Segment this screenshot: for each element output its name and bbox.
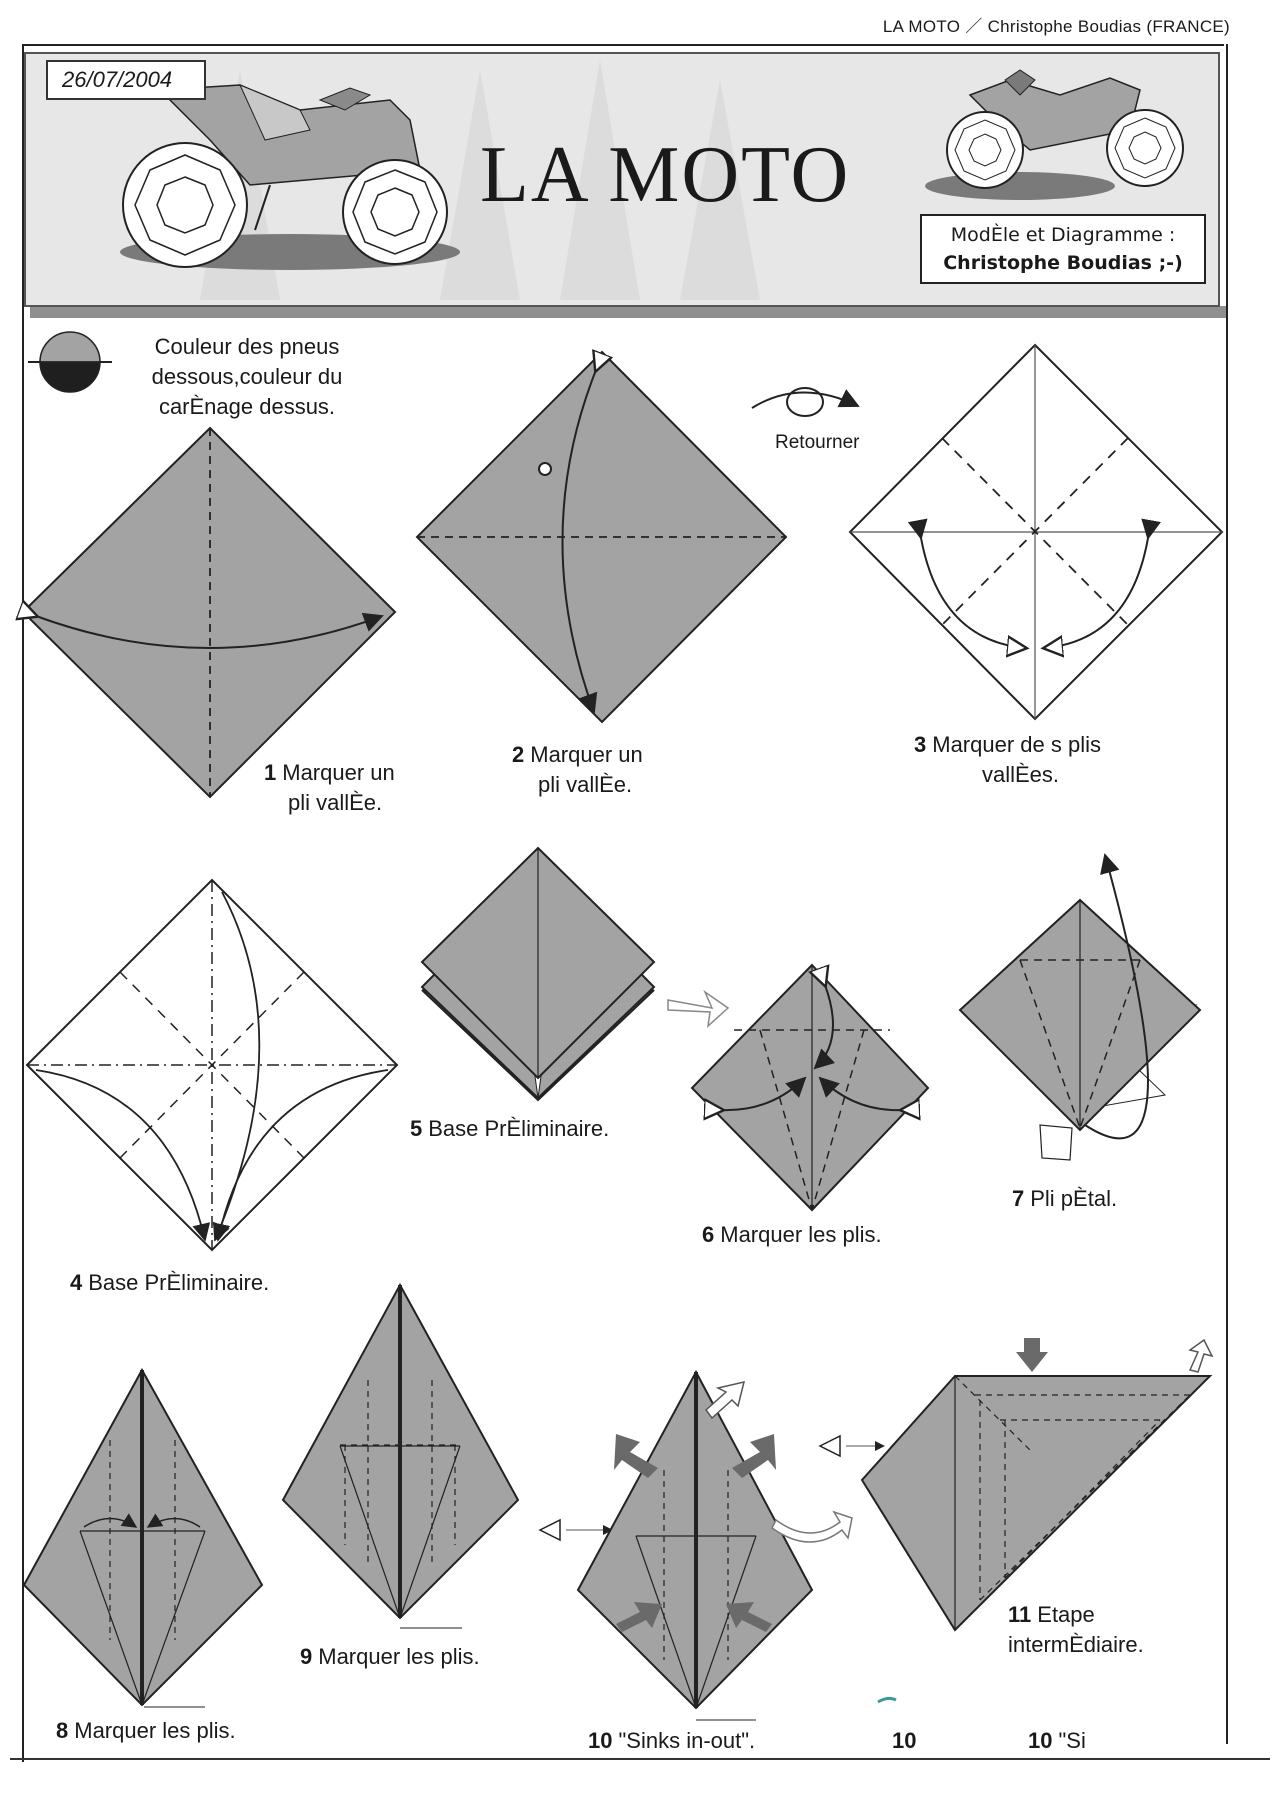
date-box: 26/07/2004 — [46, 60, 206, 100]
step-10-caption: 10 "Sinks in-out". — [588, 1728, 756, 1753]
step-2-diagram — [417, 352, 786, 722]
hand-icon — [1040, 1125, 1072, 1160]
bottom-fragment-a: 10 — [892, 1728, 917, 1753]
step-6-diagram — [692, 965, 928, 1210]
motorcycle-illustration-right — [925, 70, 1183, 200]
step-10-diagram — [578, 1372, 812, 1720]
eye-icon-step-10 — [540, 1520, 612, 1540]
motorcycle-illustration-left — [120, 85, 460, 270]
step-8-caption: 8 Marquer les plis. — [56, 1718, 236, 1743]
step-1-diagram — [23, 428, 395, 797]
color-legend-icon — [28, 332, 112, 392]
step-1-caption: 1 Marquer un pli vallÈe. — [264, 760, 395, 815]
step-3-diagram — [850, 345, 1222, 719]
running-title: LA MOTO ／ Christophe Boudias (FRANCE) — [882, 17, 1230, 36]
step-9-diagram — [283, 1285, 518, 1628]
push-arrow-icon — [1016, 1338, 1048, 1372]
page-title: LA MOTO — [480, 131, 851, 219]
step-6-caption: 6 Marquer les plis. — [702, 1222, 882, 1247]
turn-over-icon — [752, 388, 858, 416]
step-8-diagram — [24, 1370, 262, 1707]
eye-icon-step-11 — [820, 1436, 884, 1456]
turn-over-label: Retourner — [775, 432, 860, 453]
credit-line-1: ModÈle et Diagramme : — [950, 224, 1176, 246]
step-7-caption: 7 Pli pÈtal. — [1012, 1186, 1118, 1211]
step-4-diagram — [27, 880, 397, 1250]
step-5-diagram — [422, 848, 654, 1100]
pull-arrow-icon — [1190, 1340, 1212, 1372]
step-5-caption: 5 Base PrÈliminaire. — [410, 1116, 610, 1141]
step-7-diagram — [960, 855, 1200, 1160]
step-11-diagram — [862, 1338, 1212, 1630]
step-9-caption: 9 Marquer les plis. — [300, 1644, 480, 1669]
step-3-caption: 3 Marquer de s plis vallÈes. — [914, 732, 1101, 787]
bottom-fragment-b: 10 "Si — [1028, 1728, 1086, 1753]
step-11-caption: 11 Etape intermÈdiaire. — [1008, 1602, 1144, 1657]
step-4-caption: 4 Base PrÈliminaire. — [70, 1270, 270, 1295]
next-step-arrow-icon — [668, 992, 728, 1026]
step-2-caption: 2 Marquer un pli vallÈe. — [512, 742, 643, 797]
credit-box — [920, 214, 1206, 284]
ink-mark — [878, 1698, 896, 1702]
color-legend-text: Couleur des pneus dessous,couleur du carÈnage dessus. — [151, 334, 343, 419]
credit-line-2: Christophe Boudias ;-) — [943, 252, 1183, 274]
